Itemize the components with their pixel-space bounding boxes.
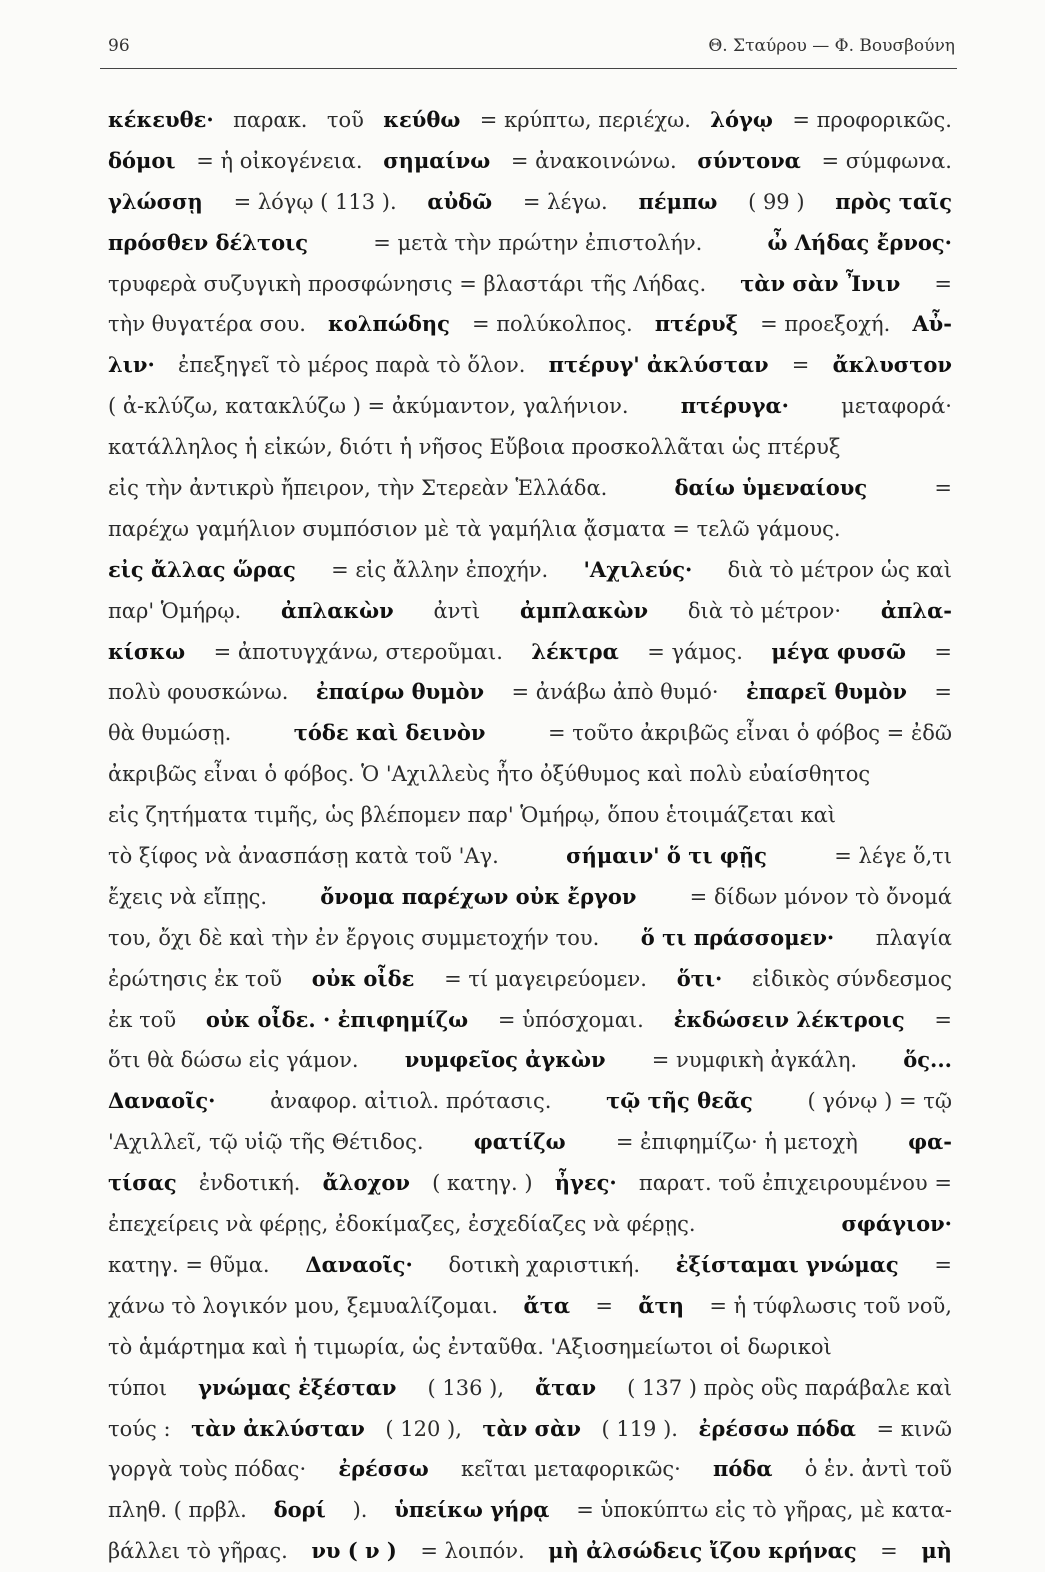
gloss-text: = (934, 680, 952, 705)
gloss-text: παρ' Ὁμήρῳ. (108, 598, 242, 623)
gloss-text: ἐκ τοῦ (108, 1007, 177, 1032)
gloss-text: = εἰς ἄλλην ἐποχήν. (331, 557, 549, 582)
gloss-text: ἐπεχείρεις νὰ φέρῃς, ἐδοκίμαζες, ἐσχεδίαζες νὰ φέρῃς. (108, 1212, 696, 1237)
gloss-text: = λοιπόν. (420, 1539, 525, 1564)
lemma-term: πτέρυγα· (680, 393, 789, 419)
lemma-term: Δαναοῖς· (108, 1088, 216, 1114)
gloss-text: ἀκριβῶς εἶναι ὁ φόβος. Ὁ 'Αχιλλεὺς ἦτο ὀξύθυμος καὶ πολὺ εὐαίσθητος (108, 762, 871, 787)
text-line (108, 877, 952, 918)
gloss-text: ὅτι θὰ δώσω εἰς γάμον. (108, 1048, 359, 1073)
lemma-term: γνώμας ἐξέσταν (198, 1374, 397, 1400)
gloss-text: = κινῶ (876, 1416, 952, 1441)
lemma-term: ἦγες· (554, 1170, 617, 1196)
gloss-text: 'Αχιλλεῖ, τῷ υἱῷ τῆς Θέτιδος. (108, 1130, 424, 1155)
gloss-text: παρακ. (233, 108, 308, 132)
gloss-text: = (934, 476, 952, 501)
text-line (108, 1000, 952, 1041)
lemma-term: οὐκ οἶδε. · ἐπιφημίζω (205, 1006, 469, 1032)
text-line (108, 100, 952, 141)
lemma-term: πρὸς ταῖς (835, 188, 952, 214)
gloss-text: κατάλληλος ἡ εἰκών, διότι ἡ νῆσος Εὔβοια προσκολλᾶται ὡς πτέρυξ (108, 435, 841, 460)
lemma-term: ἄλοχον (322, 1170, 410, 1196)
lemma-term: φα- (908, 1129, 952, 1155)
text-line (108, 141, 952, 182)
gloss-text: ). (352, 1498, 368, 1523)
lemma-term: κολπώδης (327, 311, 450, 337)
lemma-term: ἄκλυστον (832, 352, 952, 378)
gloss-text: τύποι (108, 1375, 168, 1400)
gloss-text: = προεξοχή. (760, 312, 891, 337)
lemma-term: μέγα φυσῶ (771, 638, 906, 664)
gloss-text: ( 136 ), (427, 1375, 505, 1400)
gloss-text: ὁ ἑν. ἀντὶ τοῦ (804, 1457, 952, 1482)
gloss-text: ( 99 ) (748, 189, 805, 214)
gloss-text: ἐνδοτική. (198, 1171, 301, 1196)
lemma-term: σήμαιν' ὅ τι φῇς (566, 843, 767, 869)
text-line (108, 754, 952, 795)
gloss-text: μεταφορά· (841, 394, 952, 419)
gloss-text: τὸ ἁμάρτημα καὶ ἡ τιμωρία, ὡς ἐνταῦθα. 'Αξιοσημείωτοι οἱ δωρικοὶ (108, 1334, 832, 1359)
gloss-text: πλαγία (875, 925, 952, 950)
lemma-term: ὅτι· (676, 965, 723, 991)
text-line (108, 1531, 952, 1572)
text-line (108, 1490, 952, 1531)
lemma-term: σφάγιον· (841, 1211, 952, 1237)
text-line (108, 1204, 952, 1245)
gloss-text: ( ἀ-κλύζω, κατακλύζω ) = ἀκύμαντον, γαλήνιον. (108, 394, 629, 419)
lemma-term: ἐρέσσω (338, 1456, 429, 1482)
lemma-term: τῷ τῆς θεᾶς (606, 1088, 753, 1114)
gloss-text: πληθ. ( πρβλ. (108, 1498, 247, 1523)
lemma-term: πρόσθεν δέλτοις (108, 229, 309, 255)
gloss-text: = νυμφικὴ ἀγκάλη. (651, 1048, 858, 1073)
lemma-term: οὐκ οἶδε (311, 965, 415, 991)
gloss-text: = λέγω. (522, 189, 608, 214)
gloss-text: τὸ ξίφος νὰ ἀνασπάσῃ κατὰ τοῦ 'Αγ. (108, 844, 499, 869)
lemma-term: ὦ Λήδας ἔρνος· (767, 229, 952, 255)
lemma-term: φατίζω (473, 1129, 566, 1155)
text-line (108, 591, 952, 632)
lemma-term: λιν· (108, 352, 155, 378)
gloss-text: θὰ θυμώσῃ. (108, 721, 232, 746)
text-line (108, 1081, 952, 1122)
text-line (108, 468, 952, 509)
gloss-text: ἀντὶ (433, 598, 481, 623)
text-line (108, 264, 952, 305)
gloss-text: = σύμφωνα. (821, 148, 952, 173)
lemma-term: αὐδῶ (427, 188, 493, 214)
gloss-text: ἔχεις νὰ εἴπῃς. (108, 884, 268, 909)
gloss-text: = λόγῳ ( 113 ). (233, 189, 397, 214)
text-line (108, 1122, 952, 1163)
lemma-term: νυ ( ν ) (311, 1538, 397, 1564)
text-line (108, 836, 952, 877)
lemma-term: ἀπλα- (880, 597, 952, 623)
gloss-text: = γάμος. (647, 639, 743, 664)
text-line (108, 1368, 952, 1409)
gloss-text: = ὑπόσχομαι. (497, 1007, 644, 1032)
gloss-text: διὰ τὸ μέτρον ὡς καὶ (727, 557, 952, 582)
lemma-term: πόδα (713, 1456, 773, 1482)
lemma-term: ἄτα (523, 1292, 570, 1318)
text-line (108, 918, 952, 959)
text-line (108, 386, 952, 427)
gloss-text: ( γόνῳ ) = τῷ (807, 1089, 952, 1114)
gloss-text: δοτικὴ χαριστική. (448, 1252, 641, 1277)
lemma-term: Αὖ- (912, 311, 952, 337)
gloss-text: = (934, 1252, 952, 1277)
gloss-text: = μετὰ τὴν πρώτην ἐπιστολήν. (373, 230, 703, 255)
lemma-term: ἐπαίρω θυμὸν (315, 679, 485, 705)
commentary-text (108, 100, 952, 1572)
running-head: Θ. Σταύρου — Φ. Βουσβούνη (708, 36, 955, 56)
text-line (108, 1409, 952, 1450)
gloss-text: παρέχω γαμήλιον συμπόσιον μὲ τὰ γαμήλια ᾄσματα = τελῶ γάμους. (108, 516, 841, 541)
gloss-text: ἀναφορ. αἰτιολ. πρότασις. (270, 1089, 552, 1114)
gloss-text: εἰς ζητήματα τιμῆς, ὡς βλέπομεν παρ' Ὁμήρῳ, ὅπου ἑτοιμάζεται καὶ (108, 803, 837, 828)
page-number: 96 (108, 36, 130, 56)
gloss-text: κατηγ. = θῦμα. (108, 1252, 270, 1277)
gloss-text: διὰ τὸ μέτρον· (687, 598, 842, 623)
gloss-text: = προφορικῶς. (792, 108, 952, 132)
lemma-term: τὰν σὰν Ἶνιν (740, 270, 901, 296)
page-header (108, 36, 955, 62)
gloss-text: = (934, 1007, 952, 1032)
gloss-text: = τί μαγειρεύομεν. (444, 966, 647, 991)
gloss-text: εἰδικὸς σύνδεσμος (752, 966, 952, 991)
lemma-term: σύντονα (697, 147, 801, 173)
text-line (108, 1327, 952, 1368)
gloss-text: = (934, 271, 952, 296)
gloss-text: ( κατηγ. ) (432, 1171, 533, 1196)
lemma-term: ἐπαρεῖ θυμὸν (745, 679, 907, 705)
lemma-term: σημαίνω (383, 147, 491, 173)
gloss-text: τὴν θυγατέρα σου. (108, 312, 306, 337)
gloss-text: = ἡ τύφλωσις τοῦ νοῦ, (709, 1293, 952, 1318)
lemma-term: δορί (273, 1497, 326, 1523)
gloss-text: του, ὄχι δὲ καὶ τὴν ἐν ἔργοις συμμετοχήν του. (108, 925, 600, 950)
text-line (108, 1245, 952, 1286)
gloss-text: = λέγε ὅ,τι (834, 844, 952, 869)
text-line (108, 672, 952, 713)
gloss-text: = ὑποκύπτω εἰς τὸ γῆρας, μὲ κατα- (576, 1498, 952, 1523)
text-line (108, 304, 952, 345)
lemma-term: 'Αχιλεύς· (583, 556, 693, 582)
lemma-term: μὴ (921, 1538, 952, 1564)
gloss-text: = (595, 1293, 613, 1318)
lemma-term: ἐρέσσω πόδα (698, 1415, 856, 1441)
text-line (108, 182, 952, 223)
text-line (108, 427, 952, 468)
text-line (108, 959, 952, 1000)
gloss-text: παρατ. τοῦ ἐπιχειρουμένου = (638, 1171, 952, 1196)
gloss-text: = ἀνακοινώνω. (510, 148, 677, 173)
lemma-term: λόγῳ (710, 107, 773, 132)
text-line (108, 632, 952, 673)
text-line (108, 223, 952, 264)
lemma-term: κεύθω (383, 107, 461, 132)
gloss-text: βάλλει τὸ γῆρας. (108, 1539, 288, 1564)
lemma-term: τόδε καὶ δεινὸν (293, 720, 486, 746)
gloss-text: ἐπεξηγεῖ τὸ μέρος παρὰ τὸ ὅλον. (177, 353, 526, 378)
lemma-term: ὅ τι πράσσομεν· (640, 924, 835, 950)
lemma-term: κέκευθε· (108, 107, 214, 132)
lemma-term: εἰς ἄλλας ὥρας (108, 556, 296, 582)
lemma-term: γλώσσῃ (108, 188, 203, 214)
gloss-text: ἐρώτησις ἐκ τοῦ (108, 966, 283, 991)
gloss-text: κεῖται μεταφορικῶς· (460, 1457, 681, 1482)
lemma-term: ἐξίσταμαι γνώμας (675, 1251, 899, 1277)
gloss-text: = ἡ οἰκογένεια. (196, 148, 363, 173)
lemma-term: ἀμπλακὼν (520, 597, 649, 623)
lemma-term: ὅς... (903, 1047, 952, 1073)
gloss-text: τοῦ (326, 108, 364, 132)
gloss-text: = ἀνάβω ἀπὸ θυμό· (511, 680, 719, 705)
lemma-term: ἄταν (535, 1374, 597, 1400)
gloss-text: = τοῦτο ἀκριβῶς εἶναι ὁ φόβος = ἐδῶ (548, 721, 952, 746)
lemma-term: δόμοι (108, 147, 176, 173)
lemma-term: ἐκδώσειν λέκτροις (673, 1006, 905, 1032)
gloss-text: = δίδων μόνον τὸ ὄνομά (689, 884, 952, 909)
text-line (108, 1040, 952, 1081)
gloss-text: πολὺ φουσκώνω. (108, 680, 289, 705)
gloss-text: = πολύκολπος. (471, 312, 633, 337)
lemma-term: τίσας (108, 1170, 177, 1196)
text-line (108, 795, 952, 836)
lemma-term: Δαναοῖς· (305, 1251, 413, 1277)
gloss-text: = (880, 1539, 898, 1564)
text-line (108, 713, 952, 754)
gloss-text: = ἀποτυγχάνω, στεροῦμαι. (213, 639, 503, 664)
text-line (108, 345, 952, 386)
lemma-term: ὑπείκω γήρᾳ (394, 1497, 550, 1523)
lemma-term: πτέρυγ' ἀκλύσταν (548, 352, 769, 378)
gloss-text: ( 137 ) πρὸς οὓς παράβαλε καὶ (627, 1375, 952, 1400)
gloss-text: χάνω τὸ λογικόν μου, ξεμυαλίζομαι. (108, 1293, 499, 1318)
gloss-text: = κρύπτω, περιέχω. (479, 108, 691, 132)
lemma-term: πέμπω (638, 188, 718, 214)
lemma-term: λέκτρα (531, 638, 619, 664)
gloss-text: ( 119 ). (601, 1416, 678, 1441)
gloss-text: = ἐπιφημίζω· ἡ μετοχὴ (615, 1130, 858, 1155)
gloss-text: γοργὰ τοὺς πόδας· (108, 1457, 307, 1482)
text-line (108, 1163, 952, 1204)
gloss-text: = (934, 639, 952, 664)
lemma-term: πτέρυξ (654, 311, 739, 337)
lemma-term: δαίω ὑμεναίους (674, 475, 868, 501)
lemma-term: τὰν ἀκλύσταν (191, 1415, 365, 1441)
lemma-term: τὰν σὰν (482, 1415, 581, 1441)
header-rule (100, 68, 957, 69)
text-line (108, 550, 952, 591)
lemma-term: ἄτη (638, 1292, 684, 1318)
text-line (108, 509, 952, 550)
gloss-text: τρυφερὰ συζυγικὴ προσφώνησις = βλαστάρι τῆς Λήδας. (108, 271, 707, 296)
gloss-text: εἰς τὴν ἀντικρὺ ἤπειρον, τὴν Στερεὰν Ἑλλάδα. (108, 476, 608, 501)
gloss-text: = (791, 353, 810, 378)
gloss-text: ( 120 ), (385, 1416, 462, 1441)
lemma-term: μὴ ἀλσώδεις ἴζου κρήνας (548, 1538, 857, 1564)
text-line (108, 1449, 952, 1490)
text-line (108, 1286, 952, 1327)
lemma-term: ὄνομα παρέχων οὐκ ἔργον (320, 883, 637, 909)
gloss-text: τούς : (108, 1416, 171, 1441)
lemma-term: ἀπλακὼν (280, 597, 394, 623)
lemma-term: νυμφεῖος ἀγκὼν (404, 1047, 606, 1073)
lemma-term: κίσκω (108, 638, 186, 664)
